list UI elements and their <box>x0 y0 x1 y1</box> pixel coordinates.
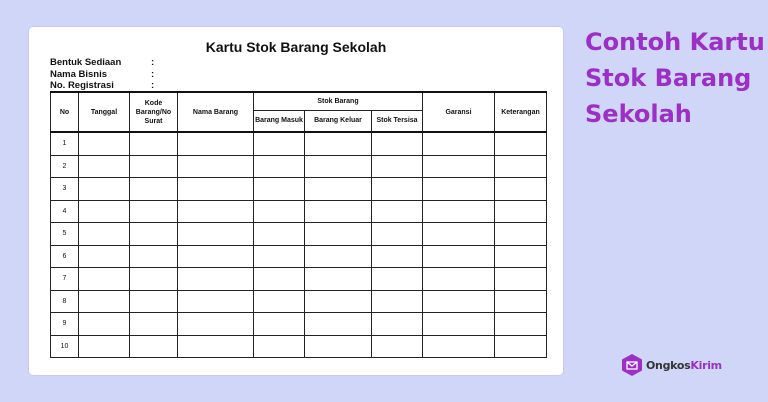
table-cell <box>495 335 547 358</box>
sidebar-title-line: Stok Barang <box>585 64 752 92</box>
meta-row-bentuk-sediaan <box>50 57 154 69</box>
table-cell <box>372 178 423 201</box>
table-cell <box>423 200 495 223</box>
table-cell <box>305 245 372 268</box>
header-stok-tersisa: Stok Tersisa <box>372 110 423 132</box>
table-cell <box>130 290 178 313</box>
table-cell <box>178 313 254 336</box>
table-cell <box>305 335 372 358</box>
row-number: 3 <box>51 178 79 201</box>
table-cell <box>305 290 372 313</box>
table-cell <box>178 245 254 268</box>
table-cell <box>372 200 423 223</box>
table-row <box>51 132 547 155</box>
meta-row-nama-bisnis <box>50 69 154 81</box>
sidebar-title-line: Sekolah <box>585 100 692 128</box>
sidebar-title <box>585 24 765 132</box>
table-cell <box>495 200 547 223</box>
header-keterangan: Keterangan <box>495 92 547 132</box>
table-cell <box>79 290 130 313</box>
table-cell <box>130 268 178 291</box>
table-cell <box>372 268 423 291</box>
table-cell <box>130 245 178 268</box>
table-cell <box>372 132 423 155</box>
table-cell <box>79 155 130 178</box>
table-cell <box>130 132 178 155</box>
header-barang-masuk: Barang Masuk <box>254 110 305 132</box>
table-cell <box>305 268 372 291</box>
table-row <box>51 155 547 178</box>
table-row <box>51 290 547 313</box>
header-stok-barang: Stok Barang <box>254 92 423 110</box>
table-cell <box>130 200 178 223</box>
table-cell <box>254 200 305 223</box>
table-cell <box>79 313 130 336</box>
table-cell <box>79 200 130 223</box>
meta-label: No. Registrasi <box>50 80 114 91</box>
table-row <box>51 200 547 223</box>
table-cell <box>495 132 547 155</box>
ongkoskirim-logo-icon <box>622 354 642 376</box>
table-cell <box>254 245 305 268</box>
table-cell <box>372 245 423 268</box>
table-cell <box>495 223 547 246</box>
brand-logo <box>622 354 722 376</box>
table-cell <box>130 223 178 246</box>
sidebar-title-line: Contoh Kartu <box>585 28 765 56</box>
table-cell <box>79 178 130 201</box>
table-row <box>51 178 547 201</box>
table-cell <box>495 245 547 268</box>
header-tanggal: Tanggal <box>79 92 130 132</box>
table-cell <box>254 290 305 313</box>
table-cell <box>495 178 547 201</box>
meta-label: Bentuk Sediaan <box>50 57 122 68</box>
table-cell <box>372 155 423 178</box>
table-row <box>51 335 547 358</box>
table-cell <box>423 178 495 201</box>
meta-separator: : <box>151 57 155 68</box>
row-number: 1 <box>51 132 79 155</box>
table-cell <box>254 335 305 358</box>
stock-card-document <box>29 27 563 375</box>
table-cell <box>305 155 372 178</box>
table-cell <box>495 313 547 336</box>
table-cell <box>372 223 423 246</box>
table-cell <box>495 290 547 313</box>
table-cell <box>423 132 495 155</box>
table-row <box>51 313 547 336</box>
row-number: 9 <box>51 313 79 336</box>
table-cell <box>305 178 372 201</box>
table-cell <box>130 178 178 201</box>
header-nama-barang: Nama Barang <box>178 92 254 132</box>
table-cell <box>178 200 254 223</box>
table-cell <box>254 155 305 178</box>
table-cell <box>423 155 495 178</box>
table-cell <box>254 223 305 246</box>
table-body <box>51 132 547 358</box>
table-cell <box>254 178 305 201</box>
table-cell <box>130 335 178 358</box>
table-cell <box>79 245 130 268</box>
header-barang-keluar: Barang Keluar <box>305 110 372 132</box>
table-cell <box>178 290 254 313</box>
row-number: 2 <box>51 155 79 178</box>
table-cell <box>423 268 495 291</box>
table-cell <box>372 313 423 336</box>
table-cell <box>178 268 254 291</box>
table-cell <box>178 155 254 178</box>
table-cell <box>305 200 372 223</box>
table-cell <box>178 223 254 246</box>
header-garansi: Garansi <box>423 92 495 132</box>
table-cell <box>305 313 372 336</box>
table-cell <box>423 335 495 358</box>
table-cell <box>79 132 130 155</box>
row-number: 4 <box>51 200 79 223</box>
meta-separator: : <box>151 68 155 80</box>
table-cell <box>254 268 305 291</box>
meta-separator: : <box>151 80 155 91</box>
table-cell <box>423 223 495 246</box>
row-number: 10 <box>51 335 79 358</box>
row-number: 8 <box>51 290 79 313</box>
table-cell <box>254 132 305 155</box>
table-cell <box>79 335 130 358</box>
row-number: 6 <box>51 245 79 268</box>
table-cell <box>178 178 254 201</box>
table-row <box>51 223 547 246</box>
table-row <box>51 245 547 268</box>
table-cell <box>178 132 254 155</box>
table-cell <box>305 132 372 155</box>
brand-name-part2: Kirim <box>690 358 722 372</box>
table-cell <box>79 268 130 291</box>
table-cell <box>423 245 495 268</box>
meta-label: Nama Bisnis <box>50 68 108 80</box>
header-no: No <box>51 92 79 132</box>
row-number: 5 <box>51 223 79 246</box>
table-cell <box>495 268 547 291</box>
document-meta <box>50 57 154 92</box>
table-cell <box>79 223 130 246</box>
brand-name <box>646 359 722 372</box>
table-cell <box>130 155 178 178</box>
stock-table <box>50 91 547 358</box>
meta-row-no-registrasi <box>50 80 154 92</box>
table-cell <box>254 313 305 336</box>
header-kode-barang: Kode Barang/No Surat <box>130 92 178 132</box>
brand-name-part1: Ongkos <box>646 358 691 372</box>
table-cell <box>130 313 178 336</box>
table-cell <box>423 313 495 336</box>
table-cell <box>495 155 547 178</box>
table-cell <box>372 335 423 358</box>
table-cell <box>423 290 495 313</box>
table-cell <box>305 223 372 246</box>
table-cell <box>372 290 423 313</box>
table-cell <box>178 335 254 358</box>
document-title: Kartu Stok Barang Sekolah <box>205 39 387 55</box>
table-row <box>51 268 547 291</box>
row-number: 7 <box>51 268 79 291</box>
